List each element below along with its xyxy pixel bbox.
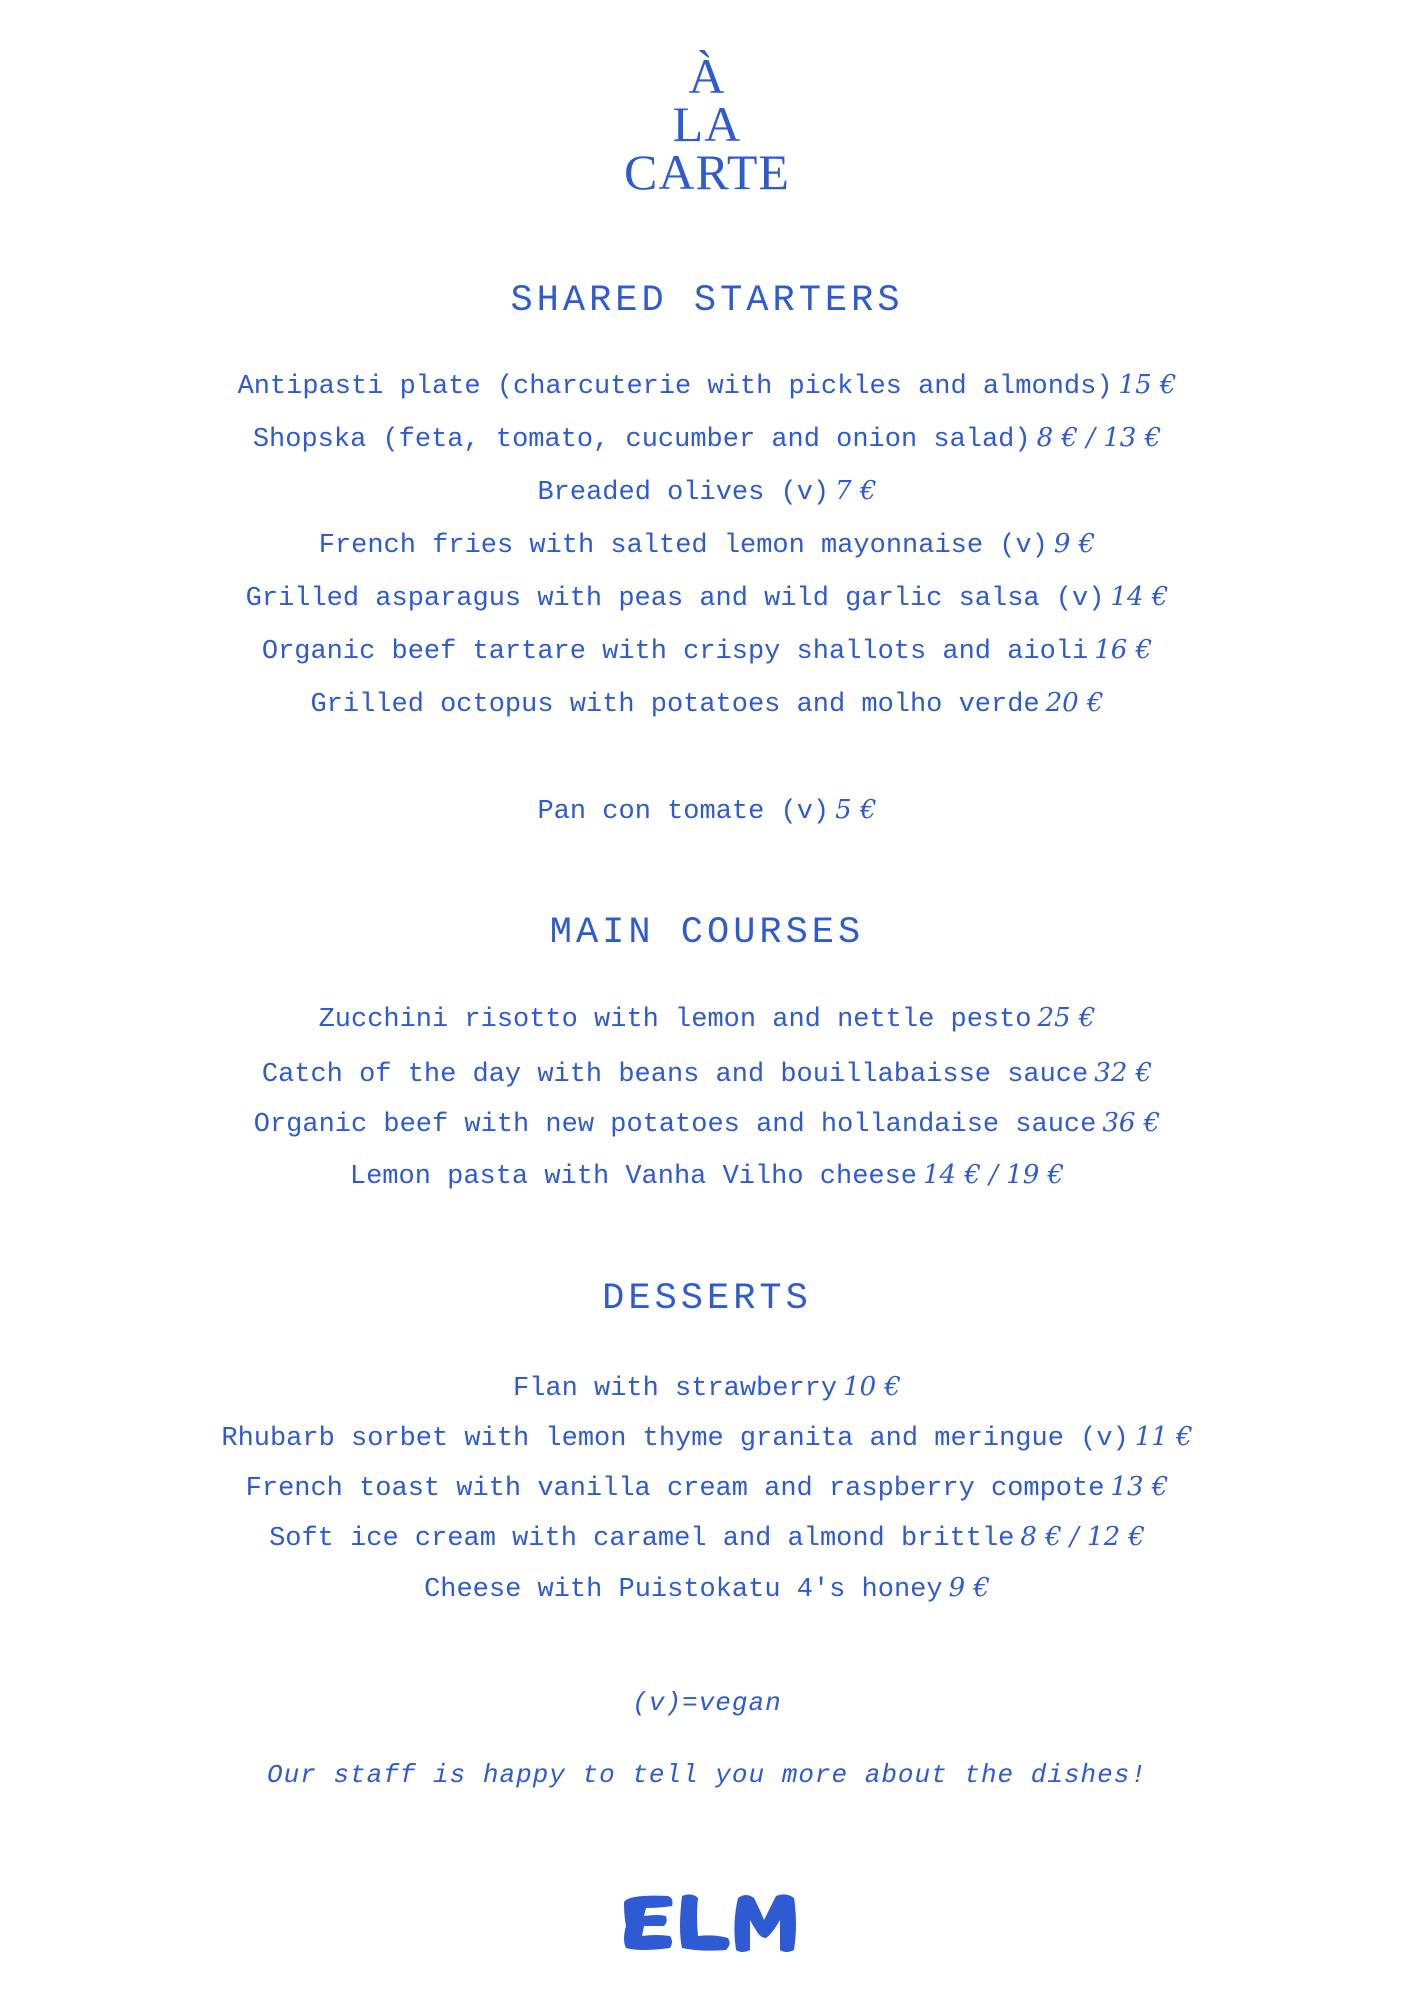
menu-item	[0, 1160, 1414, 1192]
item-price: 11 €	[1134, 1422, 1193, 1452]
menu-item	[0, 1108, 1414, 1140]
title-line-2: LA	[672, 96, 742, 152]
menu-item	[0, 1422, 1414, 1454]
item-price: 9 €	[948, 1573, 990, 1603]
item-name: Soft ice cream with caramel and almond brittle	[269, 1524, 1015, 1554]
item-name: Breaded olives (v)	[537, 478, 830, 508]
item-price: 25 €	[1037, 1003, 1096, 1033]
item-name: Zucchini risotto with lemon and nettle pesto	[318, 1005, 1032, 1035]
item-price: 5 €	[835, 795, 877, 825]
staff-note: Our staff is happy to tell you more about the dishes!	[267, 1760, 1147, 1790]
item-name: French toast with vanilla cream and raspberry compote	[245, 1474, 1105, 1504]
item-name: Shopska (feta, tomato, cucumber and onion salad)	[252, 425, 1031, 455]
item-name: Pan con tomate (v)	[537, 797, 830, 827]
menu-title	[0, 48, 1414, 200]
item-price: 9 €	[1053, 529, 1096, 559]
item-name: Flan with strawberry	[513, 1374, 838, 1404]
vegan-note: (v)=vegan	[632, 1688, 782, 1718]
item-name: Catch of the day with beans and bouillabaisse sauce	[261, 1060, 1089, 1090]
item-price: 14 € / 19 €	[923, 1160, 1065, 1190]
section-heading-starters: SHARED STARTERS	[510, 280, 904, 322]
menu-item	[0, 476, 1414, 508]
item-name: Organic beef tartare with crispy shallots and aioli	[261, 637, 1089, 667]
item-name: Rhubarb sorbet with lemon thyme granita and meringue (v)	[221, 1424, 1129, 1454]
item-price: 10 €	[843, 1372, 901, 1402]
item-price: 14 €	[1110, 582, 1169, 612]
item-name: Lemon pasta with Vanha Vilho cheese	[349, 1162, 917, 1192]
item-price: 20 €	[1045, 688, 1104, 718]
title-line-1: À	[688, 48, 726, 104]
item-name: Grilled octopus with potatoes and molho verde	[310, 690, 1040, 720]
menu-item	[0, 1522, 1414, 1554]
menu-item	[0, 635, 1414, 667]
menu-item	[0, 529, 1414, 561]
menu-item	[0, 1472, 1414, 1504]
item-price: 15 €	[1118, 370, 1177, 400]
elm-logo	[620, 1880, 800, 1960]
item-price: 8 € / 13 €	[1036, 423, 1162, 453]
menu-item	[0, 582, 1414, 614]
menu-item	[0, 1573, 1414, 1605]
item-name: French fries with salted lemon mayonnaise (v)	[318, 531, 1048, 561]
item-price: 32 €	[1094, 1058, 1153, 1088]
menu-item	[0, 795, 1414, 827]
item-price: 16 €	[1094, 635, 1153, 665]
menu-item	[0, 423, 1414, 455]
title-line-3: CARTE	[624, 144, 790, 200]
item-price: 36 €	[1102, 1108, 1161, 1138]
item-price: 13 €	[1110, 1472, 1169, 1502]
menu-item	[0, 1372, 1414, 1404]
item-name: Organic beef with new potatoes and hollandaise sauce	[253, 1110, 1097, 1140]
menu-item	[0, 688, 1414, 720]
menu-item	[0, 370, 1414, 402]
item-name: Antipasti plate (charcuterie with pickles and almonds)	[237, 372, 1113, 402]
section-heading-desserts: DESSERTS	[602, 1278, 812, 1320]
menu-item	[0, 1058, 1414, 1090]
menu-item	[0, 1003, 1414, 1035]
item-name: Grilled asparagus with peas and wild garlic salsa (v)	[245, 584, 1105, 614]
item-price: 7 €	[835, 476, 877, 506]
item-name: Cheese with Puistokatu 4's honey	[424, 1575, 943, 1605]
section-heading-main-courses: MAIN COURSES	[549, 912, 865, 954]
item-price: 8 € / 12 €	[1020, 1522, 1145, 1552]
